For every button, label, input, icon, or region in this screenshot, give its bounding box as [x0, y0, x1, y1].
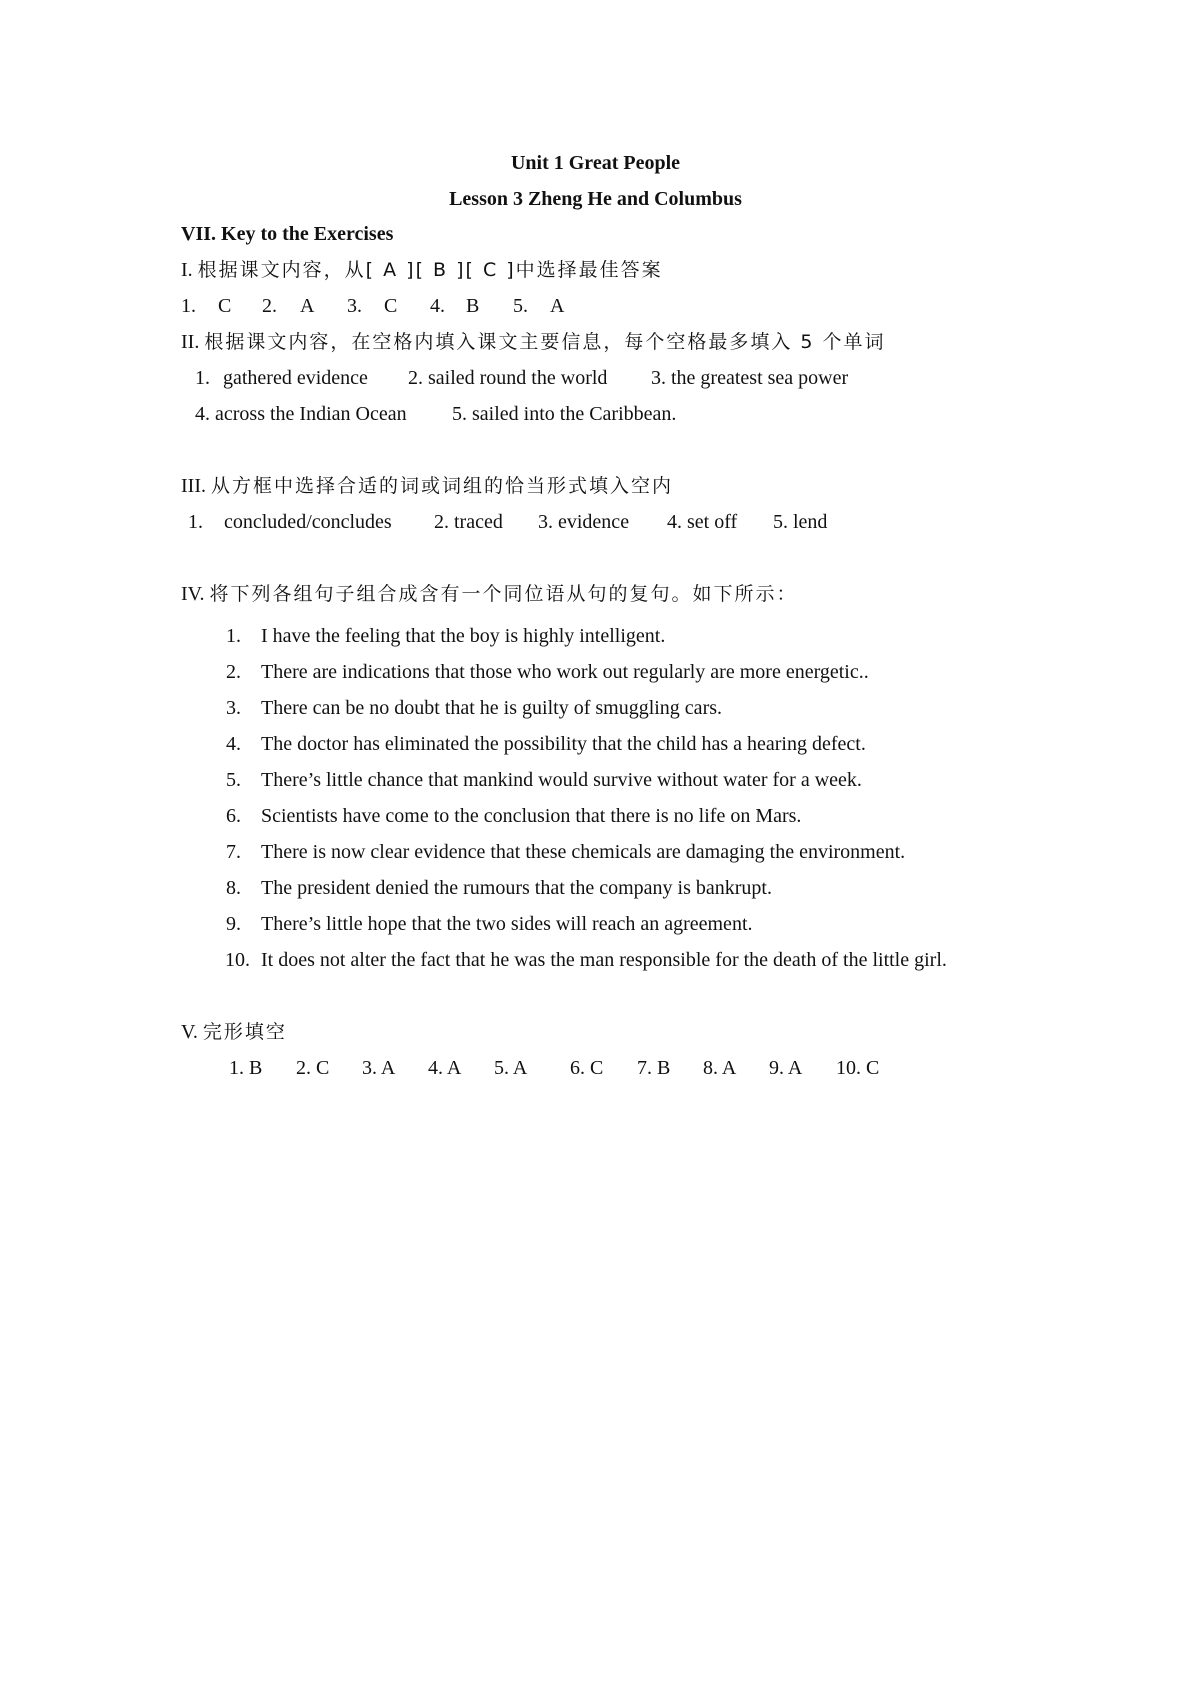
answer-value: 5. lend — [773, 511, 828, 533]
section-5-label: V. — [181, 1021, 198, 1043]
answer-value: C — [218, 295, 232, 317]
list-item-number: 10. — [225, 949, 250, 971]
answer-value: gathered evidence — [223, 367, 368, 389]
answer-number: 3. — [347, 295, 362, 317]
list-item: There are indications that those who work out regularly are more energetic.. — [261, 661, 869, 683]
answer-number: 1. — [181, 295, 196, 317]
answer-number: 2. — [262, 295, 277, 317]
answer-number: 4. — [430, 295, 445, 317]
list-item: There’s little chance that mankind would survive without water for a week. — [261, 769, 862, 791]
answer-value: 2. traced — [434, 511, 503, 533]
answer-value: A — [550, 295, 565, 317]
answer-value: concluded/concludes — [224, 511, 392, 533]
answer-value: A — [300, 295, 315, 317]
section-4-label: IV. — [181, 583, 205, 605]
answer-value: B — [466, 295, 480, 317]
list-item-number: 6. — [226, 805, 241, 827]
list-item-number: 9. — [226, 913, 241, 935]
section-1-instruction: 根据课文内容，从[ A ][ B ][ C ]中选择最佳答案 — [197, 259, 663, 281]
list-item-number: 5. — [226, 769, 241, 791]
answer-value: 3. the greatest sea power — [651, 367, 849, 389]
list-item: Scientists have come to the conclusion that there is no life on Mars. — [261, 805, 802, 827]
section-3-header — [181, 474, 673, 498]
answer-value: 1. B — [229, 1057, 263, 1079]
section-1-label: I. — [181, 259, 193, 281]
list-item: There can be no doubt that he is guilty of smuggling cars. — [261, 697, 723, 719]
answer-value: 5. sailed into the Caribbean. — [452, 403, 677, 425]
list-item: There is now clear evidence that these chemicals are damaging the environment. — [261, 841, 906, 863]
list-item-number: 1. — [226, 625, 241, 647]
list-item-number: 8. — [226, 877, 241, 899]
answer-value: 5. A — [494, 1057, 528, 1079]
section-5-instruction: 完形填空 — [202, 1021, 287, 1043]
section-5-header — [181, 1020, 287, 1044]
list-item-number: 4. — [226, 733, 241, 755]
answer-value: 8. A — [703, 1057, 737, 1079]
answer-value: 3. A — [362, 1057, 396, 1079]
answer-value: 7. B — [637, 1057, 671, 1079]
list-item-number: 7. — [226, 841, 241, 863]
list-item-number: 2. — [226, 661, 241, 683]
section-3-instruction: 从方框中选择合适的词或词组的恰当形式填入空内 — [210, 475, 673, 497]
section-4-instruction: 将下列各组句子组合成含有一个同位语从句的复句。如下所示： — [209, 583, 798, 605]
list-item: There’s little hope that the two sides will reach an agreement. — [261, 913, 753, 935]
list-item: The doctor has eliminated the possibility that the child has a hearing defect. — [261, 733, 866, 755]
answer-value: 3. evidence — [538, 511, 630, 533]
answer-value: 2. sailed round the world — [408, 367, 608, 389]
answer-value: 4. set off — [667, 511, 738, 533]
section-2-instruction: 根据课文内容，在空格内填入课文主要信息，每个空格最多填入 5 个单词 — [204, 331, 886, 353]
answer-value: 4. across the Indian Ocean — [195, 403, 407, 425]
key-heading: VII. Key to the Exercises — [181, 223, 394, 245]
page-title: Unit 1 Great People — [510, 152, 681, 174]
list-item-number: 3. — [226, 697, 241, 719]
list-item: It does not alter the fact that he was the man responsible for the death of the little girl. — [261, 949, 947, 971]
list-item: The president denied the rumours that the company is bankrupt. — [261, 877, 772, 899]
list-item: I have the feeling that the boy is highly intelligent. — [261, 625, 666, 647]
section-4-header — [181, 582, 798, 606]
answer-value: 2. C — [296, 1057, 330, 1079]
answer-number: 1. — [188, 511, 203, 533]
answer-value: C — [384, 295, 398, 317]
answer-value: 9. A — [769, 1057, 803, 1079]
lesson-subtitle: Lesson 3 Zheng He and Columbus — [449, 188, 742, 210]
answer-value: 10. C — [836, 1057, 880, 1079]
answer-value: 6. C — [570, 1057, 604, 1079]
answer-number: 5. — [513, 295, 528, 317]
section-2-label: II. — [181, 331, 200, 353]
answer-number: 1. — [195, 367, 210, 389]
section-2-header — [181, 330, 886, 354]
section-1-header — [181, 258, 663, 282]
section-3-label: III. — [181, 475, 206, 497]
answer-value: 4. A — [428, 1057, 462, 1079]
